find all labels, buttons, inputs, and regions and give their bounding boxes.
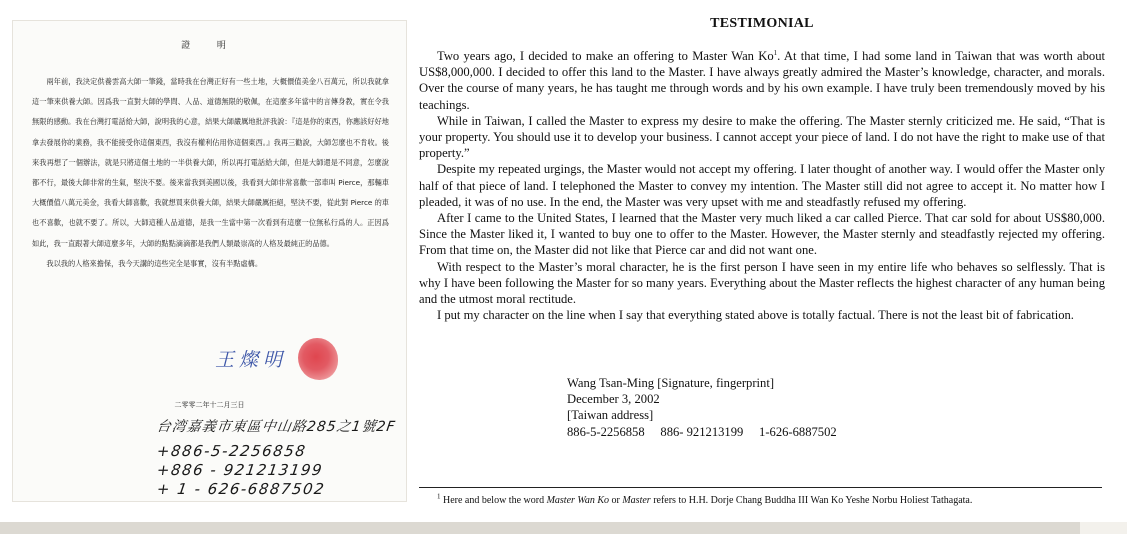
body-paragraph: With respect to the Master’s moral character, he is the first person I have seen in my entire life who behaves so selflessly. That is why I have been following the Master for so many years. Everything about the Master reflects the highest character of any human being and the utmost moral rectitude. (419, 259, 1105, 307)
document-body (419, 48, 1105, 323)
handwritten-phone: +886 - 921213199 (155, 461, 325, 479)
paragraph-text: . At that time, I had some land in Taiwan that was worth about US$8,000,000. I decided to offer this land to the Master. I have always greatly admired the Master’s knowledge, character, and morals. Over the course of many years, he has taught me through words and by his own example. I have truly been tremendously moved by his teachings. (419, 49, 1105, 112)
scan-date: 二零零二年十二月三日 (174, 401, 245, 409)
body-paragraph (419, 48, 1105, 113)
scan-body (32, 72, 389, 274)
body-paragraph: After I came to the United States, I learned that the Master very much liked a car called Pierce. That car sold for about US$80,000. Since the Master liked it, I wanted to buy one to offer to the Master. However, the Master sternly and steadfastly rejected my offering. From that time on, the Master did not like that Pierce car and did not want one. (419, 211, 1105, 258)
signature-phone-line: 886-5-2256858 886- 921213199 1-626-6887502 (567, 424, 837, 439)
footnote (437, 492, 973, 506)
signature-block (567, 375, 837, 440)
bottom-strip (0, 522, 1080, 534)
handwritten-signature: 王燦明 (215, 349, 288, 371)
footnote-reference: 1 (773, 48, 778, 57)
footnote-divider (419, 487, 1102, 488)
scan-paragraph: 我以我的人格來擔保，我今天講的這些完全是事實，沒有半點虛構。 (46, 258, 263, 268)
footnote-text: or (609, 495, 623, 506)
footnote-text: refers to H.H. Dorje Chang Buddha III Wan Ko Yeshe Norbu Holiest Tathagata. (650, 495, 973, 506)
body-paragraph: Despite my repeated urgings, the Master would not accept my offering. I later thought of another way. I would offer the Master only half of that piece of land. I telephoned the Master to convey my intention. The Master still did not agree to accept it. No matter how I pleaded, it was of no use. In the end, the Master was very upset with me and steadfastly refused my offering. (419, 162, 1105, 209)
footnote-mark: 1 (437, 492, 441, 501)
scanned-chinese-testimonial (12, 20, 407, 502)
signature-name-line: Wang Tsan-Ming [Signature, fingerprint] (567, 376, 775, 390)
handwritten-phone: +886-5-2256858 (155, 442, 308, 460)
fingerprint-mark (298, 338, 338, 380)
scan-paragraph: 兩年前，我決定供養雲高大師一筆錢，當時我在台灣正好有一些土地，大概價值美金八百萬元，所以我就拿這一筆來供養大師。因爲我一直對大師的學問、人品、道德無限的敬佩，在這麼多年當中的言傳身教，實在令我無限的感動。我在台灣打電話給大師，說明我的心意，結果大師嚴厲地批評我說：『這是你的東西，你應該好好地拿去發展你的業務，我不能接受你這個東西，我沒有權利佔用你這個東西。』我再三勸說，大師怎麼也不肯收。後來我再想了一個辦法，就是只將這個土地的一半供養大師，所以再打電話給大師，但是大師還是不同意，怎麼說都不行，最後大師非常的生氣，堅決不要。後來當我到美國以後，我看到大師非常喜歡一部車叫 Pierce，那輛車大概價值八萬元美金，我看大師喜歡，我就想買來供養大師，結果大師嚴厲拒絕，堅決不要，從此對 Pierce 的車也不喜歡，也就不要了。所以，大師這種人品道德，是我一生當中第一次看到有這麼一位無私行爲的人。正因爲如此，我一直跟著大師這麼多年，大師的點點滴滴都是我們人類最崇高的人格及最純正的品德。 (32, 77, 389, 248)
handwritten-phone: + 1 - 626-6887502 (155, 480, 327, 498)
body-paragraph: While in Taiwan, I called the Master to express my desire to make the offering. The Master sternly criticized me. He said, “That is your property. You should use it to develop your business. I cannot accept your piece of land. I do not have the right to make use of that property.” (419, 113, 1105, 161)
signature-address-line: [Taiwan address] (567, 408, 654, 423)
handwritten-address: 台湾嘉義市東區中山路285之1號2F (155, 419, 397, 435)
document-title: TESTIMONIAL (710, 16, 814, 31)
footnote-text: Here and below the word (440, 495, 547, 506)
signature-date-line: December 3, 2002 (567, 392, 660, 407)
bottom-strip-corner (1080, 522, 1127, 534)
footnote-term: Master Wan Ko (546, 495, 609, 506)
paragraph-text: Two years ago, I decided to make an offering to Master Wan Ko (437, 49, 774, 63)
scan-title: 證 明 (181, 41, 238, 51)
body-paragraph: I put my character on the line when I say that everything stated above is totally factual. There is not the least bit of fabrication. (437, 308, 1074, 323)
footnote-term: Master (622, 495, 651, 506)
